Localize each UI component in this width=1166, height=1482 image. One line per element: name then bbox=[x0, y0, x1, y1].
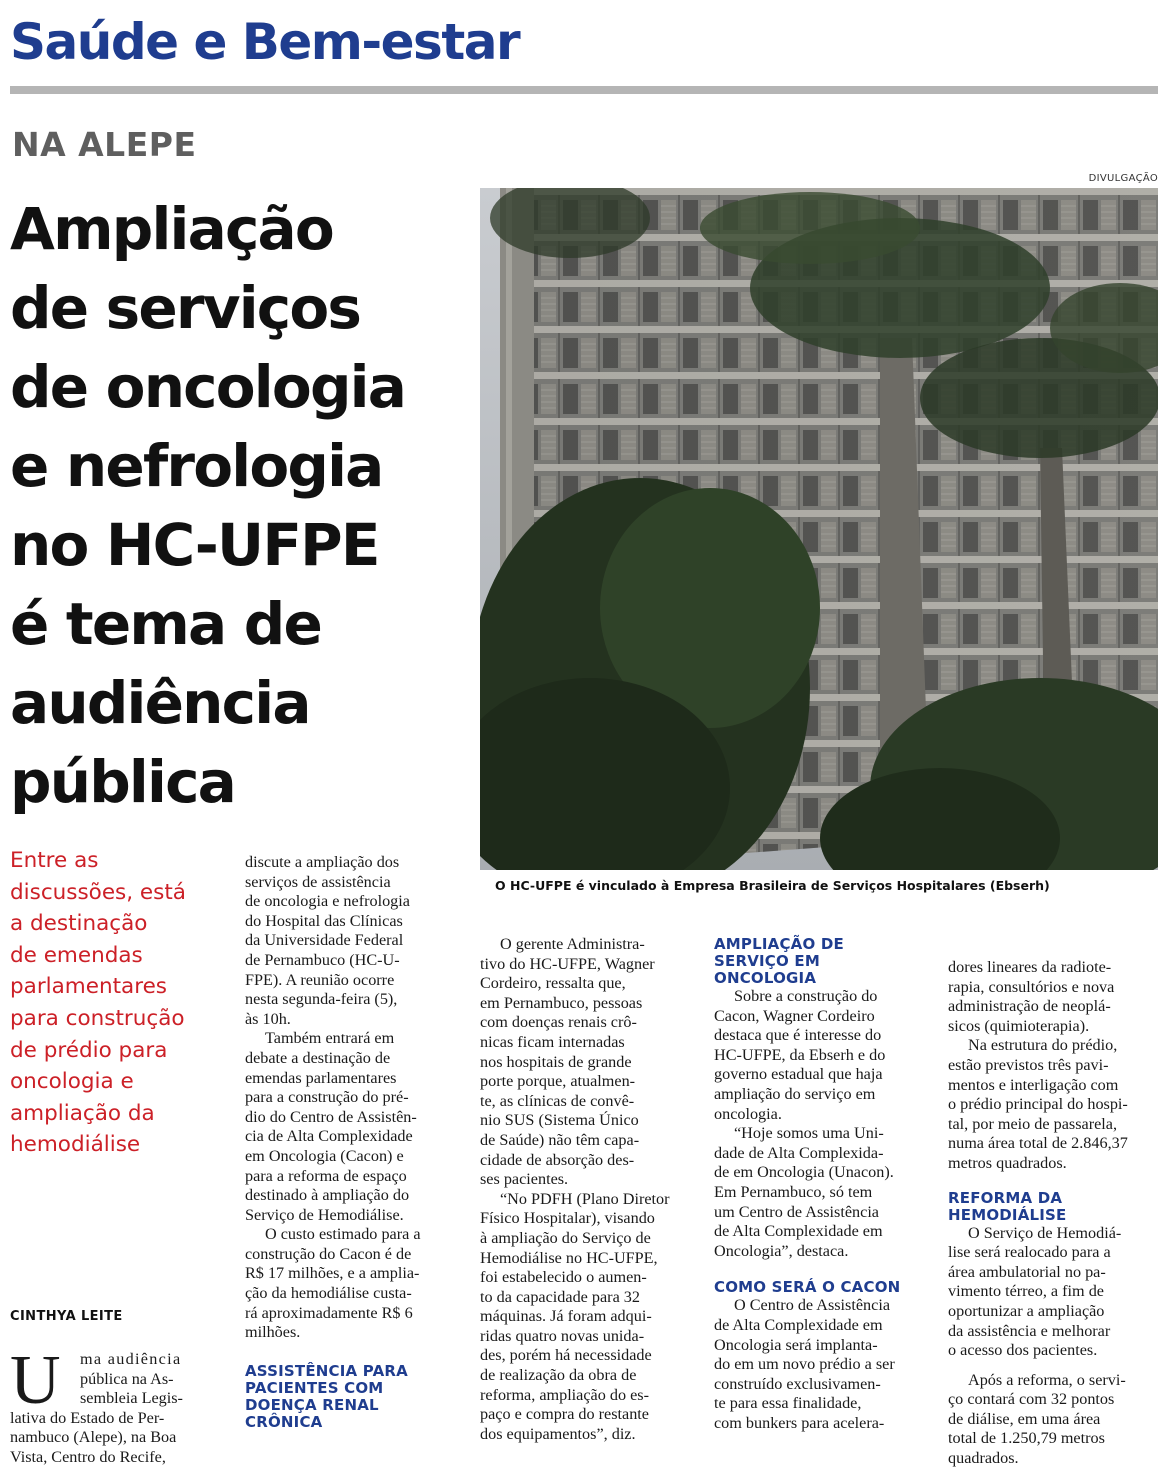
text-line: em Oncologia (Cacon) e bbox=[245, 1146, 404, 1165]
text-line: Cacon, Wagner Cordeiro bbox=[714, 1006, 875, 1025]
hospital-photo bbox=[480, 188, 1158, 870]
text-line: destaca que é interesse do bbox=[714, 1026, 882, 1045]
dek-line: ampliação da bbox=[10, 1100, 155, 1126]
text-line: dos equipamentos”, diz. bbox=[480, 1424, 636, 1443]
article-column-5 bbox=[948, 958, 1160, 1469]
dek bbox=[10, 845, 225, 1161]
text-line: O gerente Administra- bbox=[500, 935, 645, 953]
text-line: dade de Alta Complexida- bbox=[714, 1143, 884, 1162]
dek-line: hemodiálise bbox=[10, 1132, 141, 1158]
text-line: pública na As- bbox=[80, 1369, 174, 1388]
headline-line: é tema de bbox=[10, 590, 322, 658]
text-line: te, as clínicas de convê- bbox=[480, 1091, 635, 1110]
text-line: oncologia. bbox=[714, 1104, 782, 1123]
text-line: O Serviço de Hemodiá- bbox=[968, 1223, 1122, 1242]
text-line: Oncologia”, destaca. bbox=[714, 1241, 849, 1260]
headline-line: e nefrologia bbox=[10, 432, 383, 500]
text-line: estão previstos três pavi- bbox=[948, 1055, 1109, 1074]
section-rule bbox=[10, 86, 1158, 94]
text-line: “No PDFH (Plano Diretor bbox=[500, 1189, 670, 1208]
subhead-hemodialise bbox=[948, 1190, 1160, 1224]
text-line: oportunizar a ampliação bbox=[948, 1301, 1105, 1320]
text-line: nesta segunda-feira (5), bbox=[245, 990, 398, 1009]
headline bbox=[10, 190, 465, 822]
text-line: sembleia Legis- bbox=[80, 1389, 183, 1408]
text-line: destinado à ampliação do bbox=[245, 1186, 410, 1205]
text-line: milhões. bbox=[245, 1323, 301, 1342]
dek-line: Entre as bbox=[10, 848, 99, 873]
section-title: Saúde e Bem-estar bbox=[10, 13, 520, 71]
text-line: o prédio principal do hospi- bbox=[948, 1095, 1128, 1114]
dek-line: oncologia e bbox=[10, 1069, 134, 1095]
article-column-4 bbox=[714, 936, 936, 1433]
byline: CINTHYA LEITE bbox=[10, 1309, 123, 1324]
text-line: de Pernambuco (HC-U- bbox=[245, 950, 400, 969]
text-line: nio SUS (Sistema Único bbox=[480, 1111, 639, 1130]
text-line: de realização da obra de bbox=[480, 1366, 637, 1385]
text-line: de em Oncologia (Unacon). bbox=[714, 1163, 894, 1182]
text-line: sicos (quimioterapia). bbox=[948, 1016, 1090, 1035]
text-line: de oncologia e nefrologia bbox=[245, 892, 410, 911]
dek-line: de emendas bbox=[10, 942, 143, 968]
text-line: mentos e interligação com bbox=[948, 1075, 1119, 1094]
text-line: dores lineares da radiote- bbox=[948, 958, 1112, 976]
text-line: nicas ficam internadas bbox=[480, 1032, 625, 1051]
text-line: FPE). A reunião ocorre bbox=[245, 970, 395, 989]
text-line: com doenças renais crô- bbox=[480, 1013, 637, 1032]
text-line: Após a reforma, o servi- bbox=[968, 1370, 1126, 1389]
text-line: numa área total de 2.846,37 bbox=[948, 1134, 1128, 1153]
text-line: Na estrutura do prédio, bbox=[968, 1036, 1118, 1055]
photo-caption: O HC-UFPE é vinculado à Empresa Brasileira de Serviços Hospitalares (Ebserh) bbox=[495, 878, 1050, 893]
text-line: cia de Alta Complexidade bbox=[245, 1127, 413, 1146]
dek-line: para construção bbox=[10, 1005, 185, 1031]
text-line: Em Pernambuco, só tem bbox=[714, 1182, 873, 1201]
text-line: total de 1.250,79 metros bbox=[948, 1429, 1105, 1448]
subhead-line: SERVIÇO EM bbox=[714, 952, 820, 970]
subhead-renal bbox=[245, 1363, 467, 1431]
text-line: ses pacientes. bbox=[480, 1170, 569, 1189]
text-line: vimento térreo, a fim de bbox=[948, 1282, 1104, 1301]
dek-line: parlamentares bbox=[10, 974, 168, 1000]
article-column-2 bbox=[245, 853, 467, 1431]
text-line: Oncologia será implanta- bbox=[714, 1335, 878, 1354]
text-line: O custo estimado para a bbox=[265, 1225, 421, 1244]
text-line: Hemodiálise no HC-UFPE, bbox=[480, 1248, 658, 1267]
text-line: construção do Cacon é de bbox=[245, 1244, 412, 1263]
dek-line: a destinação bbox=[10, 911, 148, 937]
text-line: ma audiência bbox=[80, 1350, 182, 1368]
dropcap: U bbox=[10, 1342, 61, 1419]
subhead-cacon bbox=[714, 1279, 936, 1296]
text-line: Serviço de Hemodiálise. bbox=[245, 1205, 404, 1224]
subhead-line: PACIENTES COM bbox=[245, 1378, 384, 1397]
text-line: administração de neoplá- bbox=[948, 997, 1111, 1016]
subhead-line: HEMODIÁLISE bbox=[948, 1205, 1067, 1224]
text-line: emendas parlamentares bbox=[245, 1068, 397, 1087]
text-line: rá aproximadamente R$ 6 bbox=[245, 1303, 413, 1322]
text-line: ridas quatro novas unida- bbox=[480, 1326, 645, 1345]
text-line: nambuco (Alepe), na Boa bbox=[10, 1428, 177, 1447]
text-line: foi estabelecido o aumen- bbox=[480, 1268, 647, 1287]
text-line: HC-UFPE, da Ebserh e do bbox=[714, 1045, 886, 1064]
text-line: metros quadrados. bbox=[948, 1153, 1067, 1172]
text-line: te para essa finalidade, bbox=[714, 1394, 862, 1413]
text-line: “Hoje somos uma Uni- bbox=[734, 1124, 884, 1143]
text-line: de Saúde) não têm capa- bbox=[480, 1130, 640, 1149]
text-line: área ambulatorial no pa- bbox=[948, 1262, 1106, 1281]
subhead-line: CRÔNICA bbox=[245, 1412, 323, 1431]
subhead-line: REFORMA DA bbox=[948, 1188, 1063, 1207]
text-line: de diálise, em uma área bbox=[948, 1409, 1101, 1428]
headline-line: Ampliação bbox=[10, 195, 333, 263]
text-line: à ampliação do Serviço de bbox=[480, 1228, 651, 1247]
text-line: to da capacidade para 32 bbox=[480, 1287, 640, 1306]
subhead-line: AMPLIAÇÃO DE bbox=[714, 935, 844, 953]
text-line: da Universidade Federal bbox=[245, 931, 404, 950]
kicker: NA ALEPE bbox=[12, 125, 197, 164]
text-line: em Pernambuco, pessoas bbox=[480, 993, 643, 1012]
text-line: O Centro de Assistência bbox=[734, 1296, 891, 1315]
text-line: o acesso dos pacientes. bbox=[948, 1341, 1098, 1360]
text-line: Sobre a construção do bbox=[734, 987, 878, 1005]
text-line: Também entrará em bbox=[265, 1029, 395, 1048]
subhead-line: COMO SERÁ O CACON bbox=[714, 1278, 901, 1297]
headline-line: de oncologia bbox=[10, 353, 406, 421]
text-line: paço e compra do restante bbox=[480, 1405, 649, 1424]
dek-line: discussões, está bbox=[10, 879, 186, 905]
text-line: debate a destinação de bbox=[245, 1048, 391, 1067]
text-line: ço contará com 32 pontos bbox=[948, 1390, 1115, 1409]
text-line: um Centro de Assistência bbox=[714, 1202, 879, 1221]
text-line: construído exclusivamen- bbox=[714, 1374, 881, 1393]
text-line: reforma, ampliação do es- bbox=[480, 1385, 649, 1404]
text-line: tivo do HC-UFPE, Wagner bbox=[480, 954, 655, 973]
text-line: de Alta Complexidade em bbox=[714, 1315, 883, 1334]
article-column-1 bbox=[10, 1342, 232, 1468]
text-line: de Alta Complexidade em bbox=[714, 1222, 883, 1241]
text-line: serviços de assistência bbox=[245, 872, 391, 891]
text-line: para a construção do pré- bbox=[245, 1088, 409, 1107]
text-line: quadrados. bbox=[948, 1449, 1019, 1468]
text-line: ção da hemodiálise custa- bbox=[245, 1284, 412, 1303]
text-line: máquinas. Já foram adqui- bbox=[480, 1307, 652, 1326]
text-line: porte porque, atualmen- bbox=[480, 1072, 636, 1091]
headline-line: de serviços bbox=[10, 274, 361, 342]
text-line: Físico Hospitalar), visando bbox=[480, 1209, 655, 1228]
text-line: Cordeiro, ressalta que, bbox=[480, 974, 626, 993]
headline-line: audiência bbox=[10, 669, 310, 737]
headline-line: no HC-UFPE bbox=[10, 511, 379, 579]
text-line: rapia, consultórios e nova bbox=[948, 977, 1115, 996]
text-line: ampliação do serviço em bbox=[714, 1084, 876, 1103]
text-line: Vista, Centro do Recife, bbox=[10, 1447, 166, 1466]
article-column-3 bbox=[480, 935, 702, 1444]
dek-line: de prédio para bbox=[10, 1037, 168, 1063]
headline-line: pública bbox=[10, 748, 236, 816]
text-line: des, porém há necessidade bbox=[480, 1346, 652, 1365]
text-line: com bunkers para acelera- bbox=[714, 1413, 885, 1432]
text-line: governo estadual que haja bbox=[714, 1065, 883, 1084]
text-line: discute a ampliação dos bbox=[245, 853, 400, 871]
text-line: cidade de absorção des- bbox=[480, 1150, 635, 1169]
subhead-line: DOENÇA RENAL bbox=[245, 1395, 379, 1414]
text-line: lise será realocado para a bbox=[948, 1243, 1111, 1262]
text-line: lativa do Estado de Per- bbox=[10, 1408, 165, 1427]
photo-credit: DIVULGAÇÃO bbox=[1088, 173, 1158, 184]
text-line: dio do Centro de Assistên- bbox=[245, 1107, 417, 1126]
text-line: tal, por meio de passarela, bbox=[948, 1114, 1118, 1133]
text-line: para a reforma de espaço bbox=[245, 1166, 407, 1185]
text-line: do Hospital das Clínicas bbox=[245, 911, 403, 930]
subhead-oncologia bbox=[714, 936, 936, 987]
text-line: R$ 17 milhões, e a amplia- bbox=[245, 1264, 420, 1283]
text-line: da assistência e melhorar bbox=[948, 1321, 1111, 1340]
text-line: do em um novo prédio a ser bbox=[714, 1355, 895, 1374]
subhead-line: ASSISTÊNCIA PARA bbox=[245, 1361, 408, 1380]
subhead-line: ONCOLOGIA bbox=[714, 969, 817, 987]
text-line: nos hospitais de grande bbox=[480, 1052, 632, 1071]
text-line: às 10h. bbox=[245, 1009, 291, 1028]
